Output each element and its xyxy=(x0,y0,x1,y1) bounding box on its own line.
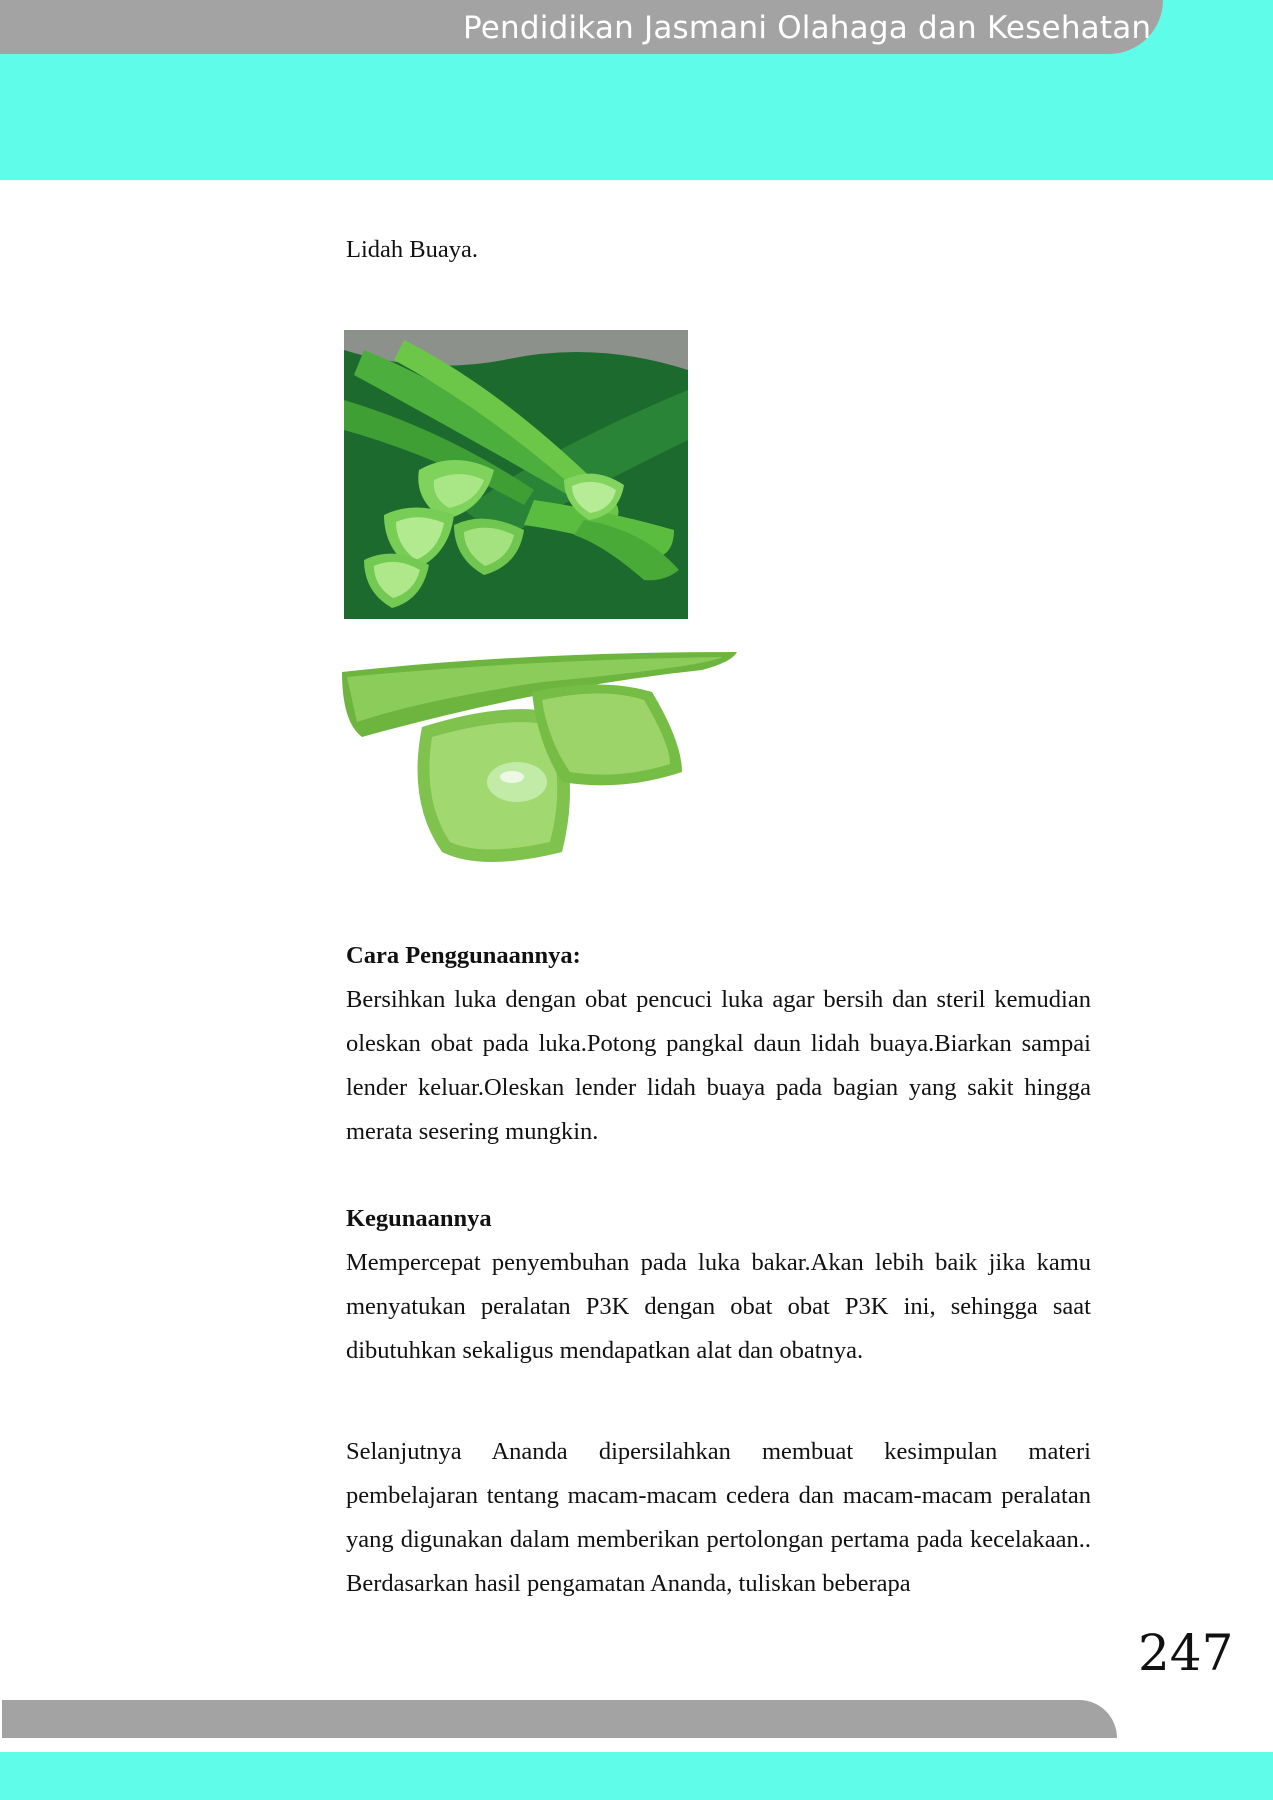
aloe-vera-photo-1 xyxy=(344,330,688,619)
usage-heading: Cara Penggunaannya: xyxy=(346,942,581,969)
header-title: Pendidikan Jasmani Olahaga dan Kesehatan xyxy=(463,10,1152,46)
closing-section xyxy=(346,1430,1091,1606)
footer-bar xyxy=(2,1700,1117,1738)
aloe-vera-photo-2 xyxy=(322,652,742,876)
benefit-section xyxy=(346,1197,1091,1373)
benefit-heading: Kegunaannya xyxy=(346,1205,492,1232)
usage-section xyxy=(346,934,1091,1154)
footer-band xyxy=(0,1752,1273,1800)
benefit-body: Mempercepat penyembuhan pada luka bakar.Akan lebih baik jika kamu menyatukan peralatan P3K dengan obat obat P3K ini, sehingga saat dibutuhkan sekaligus mendapatkan alat dan obatnya. xyxy=(346,1249,1091,1364)
figure-caption: Lidah Buaya. xyxy=(346,236,478,263)
page-number: 247 xyxy=(1138,1624,1234,1682)
usage-body: Bersihkan luka dengan obat pencuci luka agar bersih dan steril kemudian oleskan obat pada luka.Potong pangkal daun lidah buaya.Biarkan sampai lender keluar.Oleskan lender lidah buaya pada bagian yang sakit hingga merata sesering mungkin. xyxy=(346,986,1091,1145)
closing-body: Selanjutnya Ananda dipersilahkan membuat kesimpulan materi pembelajaran tentang macam-macam cedera dan macam-macam peralatan yang digunakan dalam memberikan pertolongan pertama pada kecelakaan.. Berdasarkan hasil pengamatan Ananda, tuliskan beberapa xyxy=(346,1438,1091,1597)
